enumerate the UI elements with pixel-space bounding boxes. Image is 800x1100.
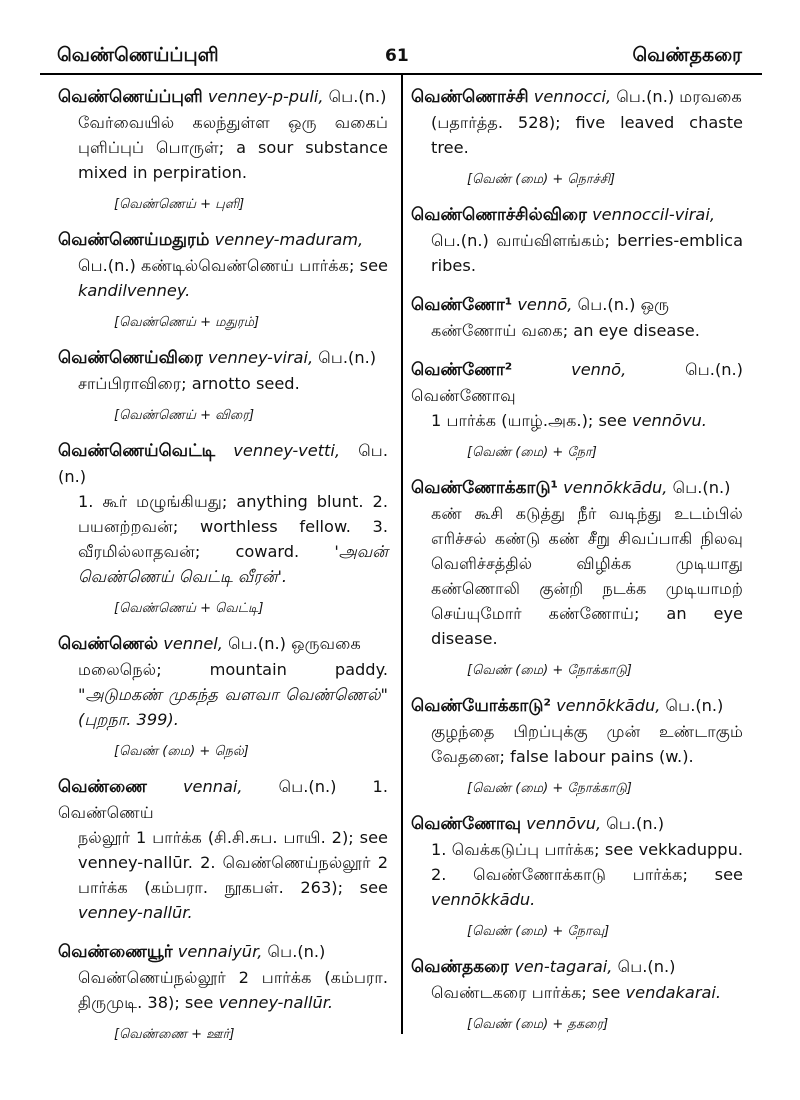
transliteration: vennōvu, — [526, 814, 602, 833]
transliteration: venney-maduram, — [214, 230, 364, 249]
entry-first-line: பெ.(n.) ஒருவகை — [228, 634, 361, 653]
dictionary-entry — [58, 774, 388, 925]
headword: வெண்ணோ² — [411, 360, 513, 380]
transliteration: vennōkkādu, — [563, 478, 668, 497]
dictionary-entry — [58, 227, 388, 331]
transliteration: venney-vetti, — [233, 441, 341, 460]
etymology: [வெண் (மை) + நெல்] — [114, 744, 249, 759]
example-quote: 'அவன் வெண்ணெய் வெட்டி வீரன்'. — [78, 542, 388, 586]
headword: வெண்ணையூர் — [58, 942, 173, 962]
transliteration: vennōkkādu, — [556, 696, 661, 715]
etymology: [வெண்ணை + ஊர்] — [114, 1027, 235, 1042]
header-left-guideword: வெண்ணெய்ப்புளி — [57, 44, 219, 66]
transliteration: vennoccil-virai, — [592, 205, 715, 224]
dictionary-entry — [411, 954, 743, 1033]
left-column — [58, 84, 388, 1057]
page-number: 61 — [385, 46, 409, 66]
transliteration: ven-tagarai, — [514, 957, 613, 976]
etymology: [வெண்ணெய் + விரை] — [114, 408, 255, 423]
headword: வெண்ணொச்சில்விரை — [411, 205, 587, 225]
dictionary-entry — [411, 202, 743, 278]
entry-first-line: பெ.(n.) — [665, 696, 724, 715]
entry-first-line: பெ.(n.) — [318, 348, 377, 367]
headword: வெண்ணெய்மதுரம் — [58, 230, 210, 250]
headword: வெண்ணெய்வெட்டி — [58, 441, 216, 461]
dictionary-entry — [58, 345, 388, 424]
etymology: [வெண் (மை) + நோ] — [467, 445, 597, 460]
dictionary-entry — [411, 693, 743, 797]
entry-first-line: பெ.(n.) — [617, 957, 676, 976]
etymology: [வெண்ணெய் + புளி] — [114, 197, 245, 212]
definition: குழந்தை பிறப்புக்கு முன் உண்டாகும் வேதனை; false labour pains (w.). — [431, 722, 743, 766]
cross-reference: vennōvu. — [632, 411, 707, 430]
dictionary-entry — [411, 292, 743, 343]
dictionary-entry — [411, 84, 743, 188]
dictionary-entry — [411, 811, 743, 940]
entry-first-line: பெ.(n.) மரவகை — [616, 87, 742, 106]
entry-first-line: பெ.(n.) — [267, 942, 326, 961]
dictionary-entry — [411, 357, 743, 461]
headword: வெண்தகரை — [411, 957, 509, 977]
headword: வெண்ணோவு — [411, 814, 521, 834]
etymology: [வெண்ணெய் + வெட்டி] — [114, 601, 264, 616]
entry-first-line: பெ.(n.) — [328, 87, 387, 106]
dictionary-entry — [58, 438, 388, 617]
transliteration: vennocci, — [533, 87, 612, 106]
definition: பெ.(n.) வாய்விளங்கம்; berries-emblica ribes. — [431, 231, 743, 275]
headword: வெண்ணோக்காடு¹ — [411, 478, 558, 498]
example-quote: "அடுமகண் முகந்த வளவா வெண்ணெல்" (புறநா. 399). — [78, 685, 388, 729]
transliteration: vennel, — [163, 634, 223, 653]
definition: சாப்பிராவிரை; arnotto seed. — [78, 374, 300, 393]
dictionary-entry — [58, 84, 388, 213]
entry-first-line: பெ.(n.) — [58, 441, 388, 486]
definition: பெ.(n.) கண்டில்வெண்ணெய் பார்க்க; see — [78, 256, 388, 275]
headword: வெண்ணெய்ப்புளி — [58, 87, 203, 107]
entry-first-line: பெ.(n.) வெண்ணோவு — [411, 360, 743, 405]
transliteration: vennaiyūr, — [177, 942, 263, 961]
entry-first-line: பெ.(n.) 1. வெண்ணெய் — [58, 777, 388, 822]
transliteration: vennō, — [571, 360, 627, 379]
transliteration: vennai, — [182, 777, 243, 796]
cross-reference: vennōkkādu. — [431, 890, 536, 909]
headword: வெண்ணெல் — [58, 634, 159, 654]
entry-first-line: பெ.(n.) ஒரு — [577, 295, 670, 314]
etymology: [வெண்ணெய் + மதுரம்] — [114, 315, 260, 330]
column-divider — [401, 74, 403, 1034]
page-header — [0, 0, 800, 82]
headword: வெண்ணோ¹ — [411, 295, 513, 315]
headword: வெண்ணை — [58, 777, 147, 797]
transliteration: venney-p-puli, — [207, 87, 324, 106]
definition: வெண்ணெய்நல்லூர் 2 பார்க்க (கம்பரா. திருமுடி. 38); see — [78, 968, 388, 1012]
cross-reference: kandilvenney. — [78, 281, 191, 300]
entry-first-line: பெ.(n.) — [672, 478, 731, 497]
transliteration: venney-virai, — [207, 348, 314, 367]
definition: (பதார்த்த. 528); five leaved chaste tree. — [431, 113, 743, 157]
definition: மலைநெல்; mountain paddy. — [78, 660, 388, 679]
headword: வெண்யோக்காடு² — [411, 696, 551, 716]
definition: 1 பார்க்க (யாழ்.அக.); see — [431, 411, 627, 430]
etymology: [வெண் (மை) + நோக்காடு] — [467, 781, 632, 796]
header-right-guideword: வெண்தகரை — [632, 44, 742, 66]
definition: கண் கூசி கடுத்து நீர் வடிந்து உடம்பில் எரிச்சல் கண்டு கண் சீறு சிவப்பாகி நிலவு வெளிச்சத்தில் விழிக்க முடியாது கண்ணொலி குன்றி நடக்க முடியாமற் செய்யுமோர் கண்ணோய்; an eye disease. — [431, 504, 743, 648]
cross-reference: venney-nallūr. — [218, 993, 334, 1012]
definition: 1. கூர் மழுங்கியது; anything blunt. 2. பயனற்றவன்; worthless fellow. 3. வீரமில்லாதவன்; coward. — [78, 492, 388, 561]
right-column — [411, 84, 743, 1047]
etymology: [வெண் (மை) + நோவு] — [467, 924, 610, 939]
headword: வெண்ணெய்விரை — [58, 348, 203, 368]
entry-first-line: பெ.(n.) — [606, 814, 665, 833]
transliteration: vennō, — [517, 295, 573, 314]
definition: வேர்வையில் கலந்துள்ள ஒரு வகைப் புளிப்புப் பொருள்; a sour substance mixed in perpiration. — [78, 113, 388, 182]
dictionary-entry — [58, 631, 388, 760]
definition: நல்லூர் 1 பார்க்க (சி.சி.சுப. பாயி. 2); see venney-nallūr. 2. வெண்ணெய்நல்லூர் 2 பார்க்க (கம்பரா. நூகபள். 263); see — [78, 828, 388, 897]
cross-reference: venney-nallūr. — [78, 903, 193, 922]
definition: வெண்டகரை பார்க்க; see — [431, 983, 621, 1002]
dictionary-entry — [58, 939, 388, 1043]
dictionary-entry — [411, 475, 743, 679]
headword: வெண்ணொச்சி — [411, 87, 529, 107]
etymology: [வெண் (மை) + நோக்காடு] — [467, 663, 632, 678]
etymology: [வெண் (மை) + தகரை] — [467, 1017, 609, 1032]
etymology: [வெண் (மை) + நொச்சி] — [467, 172, 616, 187]
definition: 1. வெக்கடுப்பு பார்க்க; see vekkaduppu. 2. வெண்ணோக்காடு பார்க்க; see — [431, 840, 743, 884]
cross-reference: vendakarai. — [625, 983, 722, 1002]
definition: கண்ணோய் வகை; an eye disease. — [431, 321, 700, 340]
